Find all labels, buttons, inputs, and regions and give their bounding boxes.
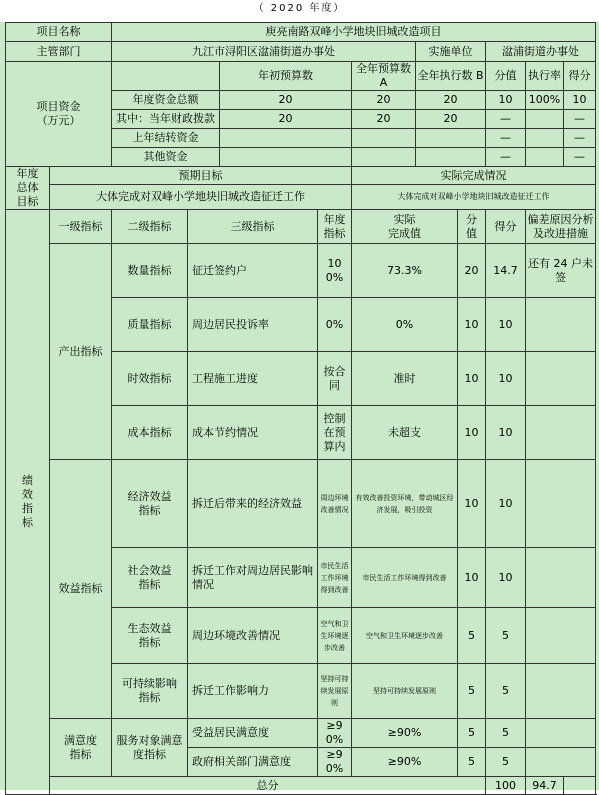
table-cell xyxy=(526,719,596,748)
table-cell: 准时 xyxy=(352,352,458,406)
table-row xyxy=(6,210,596,244)
table-cell: 5 xyxy=(458,608,486,664)
goal-label: 年度 总体 目标 xyxy=(6,167,50,210)
table-cell: 10 xyxy=(486,91,526,110)
funds-blank xyxy=(112,62,220,91)
table-cell: — xyxy=(486,110,526,129)
table-row xyxy=(6,23,596,42)
table-cell: 受益居民满意度 xyxy=(188,719,318,748)
table-cell: 得分 xyxy=(564,62,596,91)
table-cell xyxy=(526,748,596,777)
table-cell: 按合同 xyxy=(318,352,352,406)
table-cell: 质量指标 xyxy=(112,298,188,352)
total-got: 94.7 xyxy=(526,777,564,795)
table-cell: 社会效益 指标 xyxy=(112,548,188,608)
table-cell: 100% xyxy=(318,244,352,298)
table-cell: 市民生活工作环境得到改善 xyxy=(318,548,352,608)
table-cell: 控制在预算内 xyxy=(318,406,352,460)
table-cell: 10 xyxy=(458,548,486,608)
table-cell: — xyxy=(564,110,596,129)
table-cell: ≥90% xyxy=(352,748,458,777)
table-cell: 0% xyxy=(318,298,352,352)
table-cell: 成本指标 xyxy=(112,406,188,460)
table-cell: 14.7 xyxy=(486,244,526,298)
table-cell: 5 xyxy=(486,719,526,748)
table-cell: 空气和卫生环境逐步改善 xyxy=(352,608,458,664)
table-cell: 经济效益 指标 xyxy=(112,460,188,548)
table-cell: 成本节约情况 xyxy=(188,406,318,460)
perf-header: 偏差原因分析 及改进措施 xyxy=(526,210,596,244)
table-cell: 周边环境改善情况 xyxy=(318,460,352,548)
perf-header: 三级指标 xyxy=(188,210,318,244)
table-row xyxy=(6,244,596,298)
perf-header: 得分 xyxy=(486,210,526,244)
perf-header: 二级指标 xyxy=(112,210,188,244)
table-cell xyxy=(526,608,596,664)
table-cell: 分值 xyxy=(486,62,526,91)
table-cell xyxy=(526,129,564,148)
table-row xyxy=(6,167,596,185)
table-cell: 拆迁工作影响力 xyxy=(188,664,318,719)
table-cell: ≥90% xyxy=(318,748,352,777)
table-row xyxy=(6,42,596,62)
table-row xyxy=(6,719,596,748)
table-cell: 20 xyxy=(416,110,486,129)
table-cell: 市民生活工作环境得到改善 xyxy=(352,548,458,608)
table-cell: 20 xyxy=(352,110,416,129)
table-row xyxy=(6,460,596,548)
table-cell: 20 xyxy=(416,91,486,110)
table-cell xyxy=(352,129,416,148)
dept-label: 主管部门 xyxy=(6,42,112,62)
table-cell: 10 xyxy=(486,460,526,548)
project-name-label: 项目名称 xyxy=(6,23,112,42)
total-score: 100 xyxy=(486,777,526,795)
table-cell: 10 xyxy=(458,298,486,352)
table-cell: ≥90% xyxy=(318,719,352,748)
table-cell: 10 xyxy=(458,460,486,548)
funds-row-name: 年度资金总额 xyxy=(112,91,220,110)
perf-header: 年度 指标 xyxy=(318,210,352,244)
table-cell: 坚持可持续发展原则 xyxy=(352,664,458,719)
table-cell: 20 xyxy=(220,91,352,110)
table-cell: 20 xyxy=(458,244,486,298)
actual-label: 实际完成情况 xyxy=(352,167,596,185)
table-cell: 20 xyxy=(220,110,352,129)
table-cell: 空气和卫生环境逐步改善 xyxy=(318,608,352,664)
table-cell: 10 xyxy=(486,548,526,608)
table-cell: — xyxy=(486,148,526,167)
table-cell: 全年执行数 B xyxy=(416,62,486,91)
table-cell: 0% xyxy=(352,298,458,352)
table-cell: 73.3% xyxy=(352,244,458,298)
table-cell: 5 xyxy=(458,664,486,719)
project-name: 庾亮南路双峰小学地块旧城改造项目 xyxy=(112,23,596,42)
perf-header: 实际 完成值 xyxy=(352,210,458,244)
table-cell: 政府相关部门满意度 xyxy=(188,748,318,777)
table-cell: 未超支 xyxy=(352,406,458,460)
table-cell: 10 xyxy=(458,406,486,460)
satisfaction-l2: 服务对象满意度指标 xyxy=(112,719,188,777)
table-cell: 数量指标 xyxy=(112,244,188,298)
table-cell: — xyxy=(564,148,596,167)
output-label: 产出指标 xyxy=(50,244,112,460)
table-cell: 执行率 xyxy=(526,62,564,91)
perf-label: 绩 效 指 标 xyxy=(6,210,50,795)
expected-goal: 大体完成对双峰小学地块旧城改造征迁工作 xyxy=(50,185,352,210)
table-cell: 100% xyxy=(526,91,564,110)
table-cell: 5 xyxy=(458,748,486,777)
table-cell xyxy=(416,148,486,167)
table-cell: 10 xyxy=(486,298,526,352)
table-cell xyxy=(564,777,596,795)
table-cell: 10 xyxy=(564,91,596,110)
table-cell: 全年预算数 A xyxy=(352,62,416,91)
table-cell: — xyxy=(564,129,596,148)
table-row xyxy=(6,62,596,91)
evaluation-table xyxy=(5,22,596,795)
satisfaction-label: 满意度 指标 xyxy=(50,719,112,777)
total-label: 总分 xyxy=(50,777,486,795)
table-cell xyxy=(526,148,564,167)
table-cell xyxy=(220,148,352,167)
table-cell: 5 xyxy=(486,608,526,664)
table-cell: 生态效益 指标 xyxy=(112,608,188,664)
table-cell: 拆迁工作对周边居民影响情况 xyxy=(188,548,318,608)
table-row xyxy=(6,777,596,795)
funds-row-name: 其中：当年财政拨款 xyxy=(112,110,220,129)
funds-row-name: 上年结转资金 xyxy=(112,129,220,148)
actual-goal: 大体完成对双峰小学地块旧城改造征迁工作 xyxy=(352,185,596,210)
table-cell xyxy=(526,664,596,719)
table-cell: 10 xyxy=(486,352,526,406)
deviation-reason xyxy=(526,406,596,460)
table-cell: 可持续影响 指标 xyxy=(112,664,188,719)
table-cell: 5 xyxy=(486,664,526,719)
dept-name: 九江市浔阳区湓浦街道办事处 xyxy=(112,42,416,62)
benefit-label: 效益指标 xyxy=(50,460,112,719)
table-cell: 年初预算数 xyxy=(220,62,352,91)
table-cell xyxy=(526,460,596,548)
table-cell: 时效指标 xyxy=(112,352,188,406)
deviation-reason xyxy=(526,352,596,406)
table-cell xyxy=(526,548,596,608)
table-cell xyxy=(526,110,564,129)
table-row xyxy=(6,185,596,210)
table-cell: 20 xyxy=(352,91,416,110)
table-cell xyxy=(352,148,416,167)
table-cell: 周边居民投诉率 xyxy=(188,298,318,352)
table-cell: 周边环境改善情况 xyxy=(188,608,318,664)
table-cell: ≥90% xyxy=(352,719,458,748)
table-cell xyxy=(220,129,352,148)
deviation-reason xyxy=(526,298,596,352)
table-cell: 10 xyxy=(458,352,486,406)
table-cell: 征迁签约户 xyxy=(188,244,318,298)
perf-header: 分 值 xyxy=(458,210,486,244)
table-cell: 坚持可持续发展原则 xyxy=(318,664,352,719)
table-cell: 10 xyxy=(486,406,526,460)
level1-header: 一级指标 xyxy=(50,210,112,244)
impl-label: 实施单位 xyxy=(416,42,486,62)
year-caption: （ 2020 年度） xyxy=(0,0,599,22)
table-cell: 有效改善投资环境，带动城区经济发展，吸引投资 xyxy=(352,460,458,548)
table-cell: 5 xyxy=(486,748,526,777)
expected-label: 预期目标 xyxy=(50,167,352,185)
deviation-reason: 还有 24 户未签 xyxy=(526,244,596,298)
table-cell xyxy=(416,129,486,148)
table-cell: 5 xyxy=(458,719,486,748)
table-cell: 拆迁后带来的经济效益 xyxy=(188,460,318,548)
impl-name: 湓浦街道办事处 xyxy=(486,42,596,62)
table-cell: — xyxy=(486,129,526,148)
table-cell: 工程施工进度 xyxy=(188,352,318,406)
funds-row-name: 其他资金 xyxy=(112,148,220,167)
funds-label: 项目资金 （万元） xyxy=(6,62,112,167)
